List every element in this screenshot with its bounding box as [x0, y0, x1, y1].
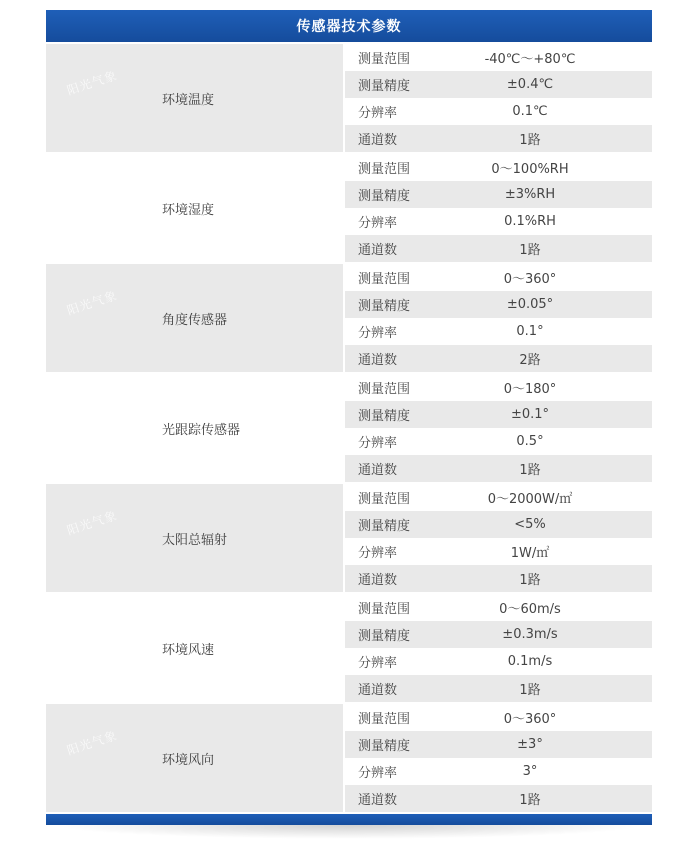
- table-row: [345, 704, 652, 731]
- table-row: [345, 455, 652, 482]
- param-label: 测量精度: [358, 739, 411, 754]
- group-name: [46, 704, 343, 812]
- param-value: 1路: [519, 573, 541, 588]
- group-name-text: 环境风速: [162, 642, 215, 658]
- group-name: [46, 264, 343, 372]
- table-row: [345, 154, 652, 181]
- param-value: 2路: [519, 353, 541, 368]
- group-name-text: 环境风向: [162, 752, 215, 768]
- group-name: [46, 44, 343, 152]
- spec-group: [46, 264, 652, 372]
- param-label: 测量精度: [358, 189, 411, 204]
- group-name-text: 角度传感器: [162, 312, 228, 328]
- table-row: [345, 731, 652, 758]
- table-row: [345, 291, 652, 318]
- table-row: [345, 484, 652, 511]
- table-row: [345, 538, 652, 565]
- group-name-text: 环境温度: [162, 92, 215, 108]
- param-label: 通道数: [358, 573, 398, 588]
- param-value: 0～180°: [503, 382, 557, 397]
- watermark-logo: 阳光气象: [135, 438, 190, 468]
- param-value: 1路: [519, 683, 541, 698]
- param-label: 分辨率: [358, 546, 398, 561]
- param-label: 测量范围: [358, 712, 411, 727]
- spec-groups: [46, 44, 652, 812]
- param-label: 通道数: [358, 243, 398, 258]
- param-value: 0.5°: [516, 434, 544, 449]
- param-value: 1路: [519, 463, 541, 478]
- param-label: 测量范围: [358, 382, 411, 397]
- param-value: 1路: [519, 793, 541, 808]
- param-label: 分辨率: [358, 216, 398, 231]
- param-label: 通道数: [358, 133, 398, 148]
- param-label: 测量精度: [358, 299, 411, 314]
- param-value: ±0.3m/s: [502, 627, 558, 642]
- param-label: 测量范围: [358, 602, 411, 617]
- group-name-text: 光跟踪传感器: [162, 422, 241, 438]
- param-value: 1W/㎡: [510, 546, 550, 561]
- param-label: 分辨率: [358, 106, 398, 121]
- watermark-logo: 阳光气象: [65, 68, 120, 98]
- watermark-logo: 阳光气象: [135, 658, 190, 688]
- param-label: 分辨率: [358, 766, 398, 781]
- group-rows: [345, 594, 652, 702]
- table-row: [345, 98, 652, 125]
- param-label: 测量精度: [358, 409, 411, 424]
- param-value: ±3°: [517, 737, 543, 752]
- table-row: [345, 235, 652, 262]
- spec-group: [46, 484, 652, 592]
- watermark-logo: 阳光气象: [65, 508, 120, 538]
- param-value: ±0.05°: [506, 297, 554, 312]
- param-value: 1路: [519, 243, 541, 258]
- group-name: [46, 154, 343, 262]
- param-value: 0～2000W/㎡: [487, 492, 573, 507]
- table-row: [345, 675, 652, 702]
- table-title-text: 传感器技术参数: [296, 19, 402, 35]
- table-row: [345, 374, 652, 401]
- param-value: -40℃～+80℃: [484, 52, 576, 67]
- param-label: 测量范围: [358, 272, 411, 287]
- param-value: 3°: [522, 764, 538, 779]
- param-label: 测量精度: [358, 79, 411, 94]
- group-name-text: 环境湿度: [162, 202, 215, 218]
- table-row: [345, 401, 652, 428]
- param-label: 通道数: [358, 793, 398, 808]
- param-value: 0.1℃: [512, 104, 548, 119]
- group-rows: [345, 44, 652, 152]
- table-row: [345, 565, 652, 592]
- group-rows: [345, 264, 652, 372]
- param-label: 分辨率: [358, 656, 398, 671]
- table-row: [345, 428, 652, 455]
- param-label: 通道数: [358, 463, 398, 478]
- param-label: 通道数: [358, 353, 398, 368]
- table-row: [345, 44, 652, 71]
- table-row: [345, 318, 652, 345]
- table-row: [345, 345, 652, 372]
- table-row: [345, 511, 652, 538]
- spec-group: [46, 374, 652, 482]
- table-row: [345, 125, 652, 152]
- spec-group: [46, 154, 652, 262]
- param-value: ±0.1°: [510, 407, 550, 422]
- param-label: 测量范围: [358, 492, 411, 507]
- param-value: <5%: [514, 517, 546, 532]
- table-row: [345, 594, 652, 621]
- param-label: 分辨率: [358, 436, 398, 451]
- spec-table: [46, 10, 652, 839]
- param-label: 分辨率: [358, 326, 398, 341]
- spec-group: [46, 594, 652, 702]
- group-rows: [345, 154, 652, 262]
- watermark-logo: 阳光气象: [65, 728, 120, 758]
- group-rows: [345, 484, 652, 592]
- param-label: 通道数: [358, 683, 398, 698]
- group-rows: [345, 704, 652, 812]
- param-value: ±0.4℃: [506, 77, 554, 92]
- group-rows: [345, 374, 652, 482]
- table-shadow: [52, 825, 646, 839]
- table-row: [345, 181, 652, 208]
- param-value: 0～60m/s: [499, 602, 561, 617]
- table-row: [345, 264, 652, 291]
- watermark-logo: 阳光气象: [135, 218, 190, 248]
- group-name-text: 太阳总辐射: [162, 532, 228, 548]
- table-row: [345, 648, 652, 675]
- table-row: [345, 758, 652, 785]
- table-row: [345, 71, 652, 98]
- param-value: 0.1m/s: [507, 654, 553, 669]
- spec-group: [46, 704, 652, 812]
- group-name: [46, 484, 343, 592]
- watermark-logo: 阳光气象: [65, 288, 120, 318]
- group-name: [46, 374, 343, 482]
- param-label: 测量范围: [358, 52, 411, 67]
- group-name: [46, 594, 343, 702]
- param-label: 测量精度: [358, 519, 411, 534]
- param-value: 0.1°: [516, 324, 544, 339]
- param-value: ±3%RH: [504, 187, 556, 202]
- table-row: [345, 785, 652, 812]
- spec-group: [46, 44, 652, 152]
- param-label: 测量精度: [358, 629, 411, 644]
- param-value: 0.1%RH: [504, 214, 556, 229]
- param-label: 测量范围: [358, 162, 411, 177]
- table-row: [345, 208, 652, 235]
- table-title: [46, 10, 652, 42]
- table-footer-bar: [46, 814, 652, 825]
- param-value: 1路: [519, 133, 541, 148]
- param-value: 0～100%RH: [491, 162, 569, 177]
- param-value: 0～360°: [503, 712, 557, 727]
- param-value: 0～360°: [503, 272, 557, 287]
- table-row: [345, 621, 652, 648]
